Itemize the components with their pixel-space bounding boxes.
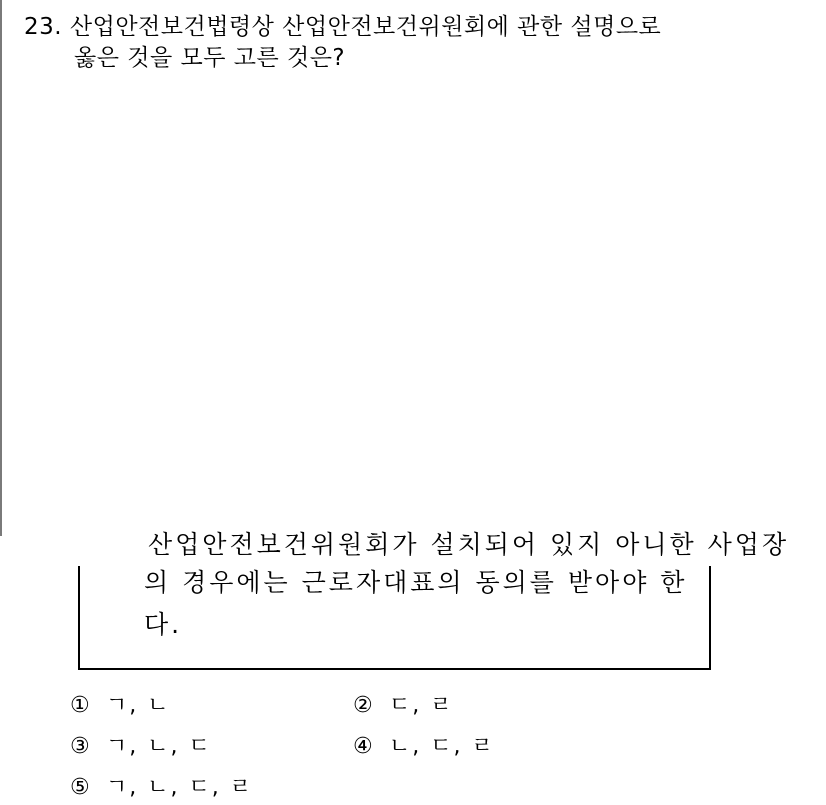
- option-1[interactable]: [70, 692, 171, 720]
- option-4-text: ㄴ, ㄷ, ㄹ: [389, 734, 495, 759]
- option-5[interactable]: [70, 774, 253, 802]
- question: [24, 12, 804, 74]
- statement-text: [144, 562, 704, 646]
- option-4[interactable]: [353, 733, 495, 761]
- option-2[interactable]: [353, 692, 454, 720]
- option-2-number: ②: [353, 693, 375, 718]
- question-line-1: 23. 산업안전보건법령상 산업안전보건위원회에 관한 설명으로: [24, 14, 662, 40]
- option-1-text: ㄱ, ㄴ: [106, 693, 171, 718]
- option-3-number: ③: [70, 734, 92, 759]
- box-clipped-text: 산업안전보건위원회가 설치되어 있지 아니한 사업장: [148, 530, 790, 559]
- statement-box: [78, 566, 711, 670]
- option-1-number: ①: [70, 693, 92, 718]
- option-3-text: ㄱ, ㄴ, ㄷ: [106, 734, 212, 759]
- option-4-number: ④: [353, 734, 375, 759]
- question-line-2: 옳은 것을 모두 고른 것은?: [74, 45, 346, 71]
- option-2-text: ㄷ, ㄹ: [389, 693, 454, 718]
- statement-line-1: 의 경우에는 근로자대표의 동의를 받아야 한: [144, 568, 688, 597]
- option-5-number: ⑤: [70, 775, 92, 800]
- statement-line-2: 다.: [144, 610, 183, 639]
- page-left-rule: [0, 0, 2, 536]
- option-3[interactable]: [70, 733, 212, 761]
- option-5-text: ㄱ, ㄴ, ㄷ, ㄹ: [106, 775, 253, 800]
